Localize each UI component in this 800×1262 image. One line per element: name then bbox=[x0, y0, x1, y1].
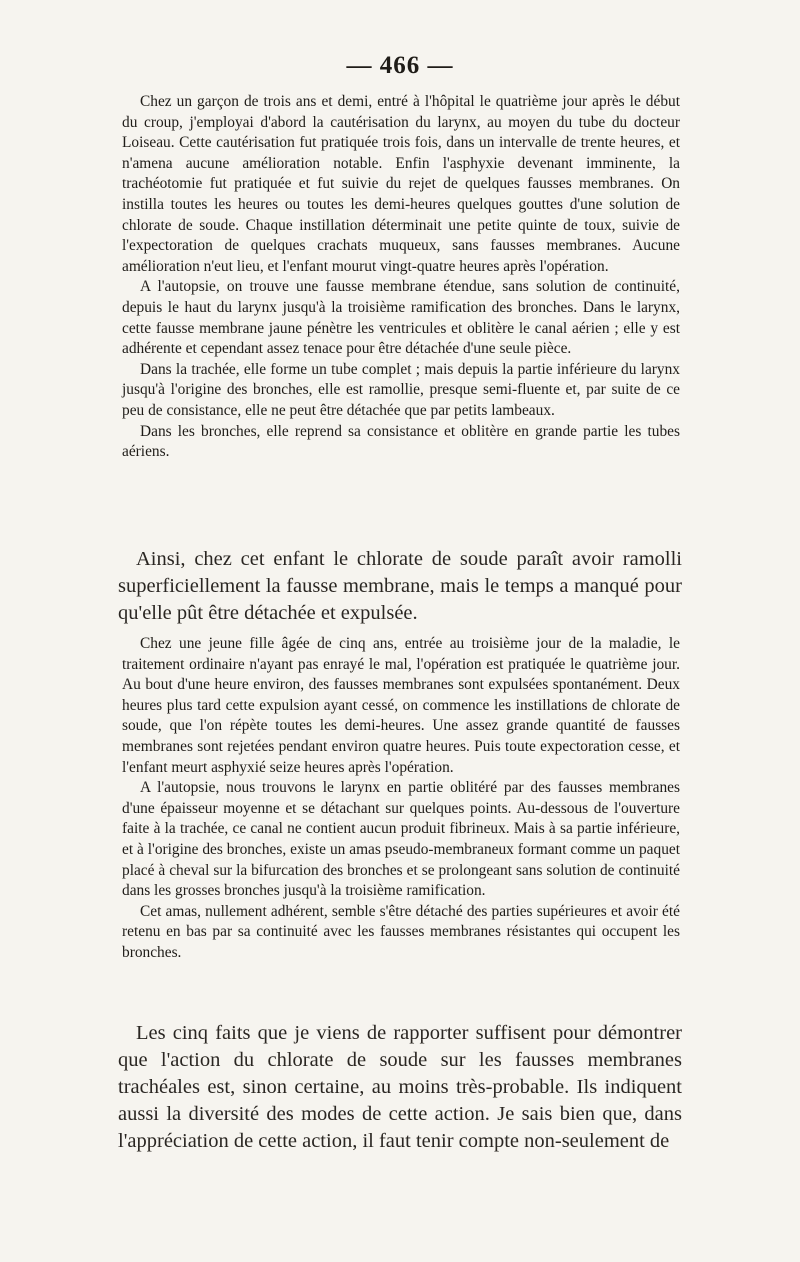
paragraph: Chez un garçon de trois ans et demi, entré à l'hôpital le quatrième jour après le début du croup, j'employai d'abord la cautérisation du larynx, au moyen du tube du docteur Loiseau. Cette cautérisation fut pratiquée trois fois, dans un intervalle de trente heures, et n'amena aucune amélioration notable. Enfin l'asphyxie devenant imminente, la trachéotomie fut pratiquée et fut suivie du rejet de quelques fausses membranes. On instilla toutes les heures ou toutes les demi-heures quelques gouttes d'une solution de chlorate de soude. Chaque instillation déterminait une petite quinte de toux, suivie de l'expectoration de quelques crachats muqueux, sans fausses membranes. Aucune amélioration n'eut lieu, et l'enfant mourut vingt-quatre heures après l'opération. bbox=[122, 93, 680, 275]
paragraph: Dans la trachée, elle forme un tube complet ; mais depuis la partie inférieure du larynx jusqu'à l'origine des bronches, elle est ramollie, presque semi-fluente et, par suite de ce peu de consistance, elle ne peut être détachée que par petits lambeaux. bbox=[122, 360, 680, 419]
paragraph: Chez une jeune fille âgée de cinq ans, entrée au troisième jour de la maladie, le traitement ordinaire n'ayant pas enrayé le mal, l'opération est pratiquée le quatrième jour. Au bout d'une heure environ, des fausses membranes sont expulsées spontanément. Deux heures plus tard cette expulsion ayant cessé, on commence les instillations de chlorate de soude, que l'on répète toutes les demi-heures. Une assez grande quantité de fausses membranes sont rejetées pendant environ quatre heures. Puis toute expectoration cesse, et l'enfant meurt asphyxié seize heures après l'opération. bbox=[122, 635, 680, 776]
paragraph: Cet amas, nullement adhérent, semble s'être détaché des parties supérieures et avoir été retenu en bas par sa continuité avec les fausses membranes résistantes qui occupent les bronches. bbox=[122, 902, 680, 961]
paragraph: A l'autopsie, on trouve une fausse membrane étendue, sans solution de continuité, depuis le haut du larynx jusqu'à la troisième ramification des bronches. Dans le larynx, cette fausse membrane jaune pénètre les ventricules et oblitère le canal aérien ; elle y est adhérente et cependant assez tenace pour être détachée d'une seule pièce. bbox=[122, 278, 680, 358]
conclusion-one-block bbox=[118, 546, 682, 627]
paragraph: Les cinq faits que je viens de rapporter suffisent pour démontrer que l'action du chlorate de soude sur les fausses membranes trachéales est, sinon certaine, au moins très-probable. Ils indiquent aussi la diversité des modes de cette action. Je sais bien que, dans l'appréciation de cette action, il faut tenir compte non-seulement de bbox=[118, 1022, 682, 1152]
paragraph: A l'autopsie, nous trouvons le larynx en partie oblitéré par des fausses membranes d'une épaisseur moyenne et se détachant sur quelques points. Au-dessous de l'ouverture faite à la trachée, ce canal ne contient aucun produit fibrineux. Mais à sa partie inférieure, et à l'origine des bronches, existe un amas pseudo-membraneux formant comme un paquet placé à cheval sur la bifurcation des bronches et se prolongeant sans solution de continuité dans les grosses bronches jusqu'à la troisième ramification. bbox=[122, 779, 680, 900]
page-number: — 466 — bbox=[346, 52, 454, 79]
case-two-block bbox=[122, 634, 680, 964]
paragraph: Ainsi, chez cet enfant le chlorate de soude paraît avoir ramolli superficiellement la fausse membrane, mais le temps a manqué pour qu'elle pût être détachée et expulsée. bbox=[118, 548, 682, 624]
case-one-block bbox=[122, 92, 680, 463]
paragraph: Dans les bronches, elle reprend sa consistance et oblitère en grande partie les tubes aériens. bbox=[122, 422, 680, 461]
general-conclusion-block bbox=[118, 1020, 682, 1155]
